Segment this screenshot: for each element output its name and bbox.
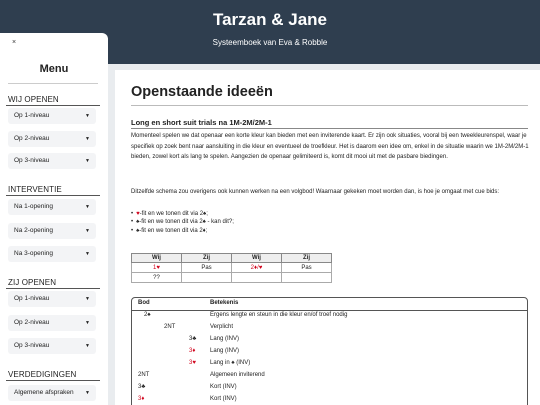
table-row [132,347,527,358]
meaning-cell: Lang in ♠ (INV) [210,360,251,366]
dropdown-label: Op 2-niveau [14,319,50,326]
bullet-text: -fit en we tonen dit via 2♠ - kan dit?; [139,219,234,226]
bid-cell: 3♣ [189,336,197,342]
table-cell: ?? [132,273,182,283]
chevron-down-icon: ▼ [85,390,90,396]
dropdown-zij-op-1[interactable] [8,291,96,307]
chevron-down-icon: ▼ [85,158,90,164]
table-cell: Pas [182,263,232,273]
bid-cell: 2♠ [144,312,151,318]
list-item [131,210,234,218]
dropdown-label: Op 3-niveau [14,157,50,164]
dropdown-zij-op-3[interactable] [8,338,96,354]
chevron-down-icon: ▼ [85,228,90,234]
table-row [132,263,332,273]
chevron-down-icon: ▼ [85,113,90,119]
chevron-down-icon: ▼ [85,251,90,257]
menu-title: Menu [39,63,69,75]
dropdown-na-1-opening[interactable] [8,199,96,215]
main-content [115,70,540,405]
table-row [132,311,527,322]
dropdown-label: Op 1-niveau [14,112,50,119]
bid-meaning-table [131,297,528,405]
dropdown-label: Algemene afspraken [14,389,74,396]
meaning-cell: Kort (INV) [210,384,237,390]
chevron-down-icon: ▼ [85,136,90,142]
column-header: Wij [132,254,182,263]
section-heading: Long en short suit trials na 1M-2M/2M-1 [131,118,272,127]
list-item [131,227,234,235]
divider [131,105,528,106]
paragraph-intro: Momenteel spelen we dat openaar een korte kleur kan bieden met een inviterende kaart. Er zijn ook situaties, vooral bij een tweekleurenspel, waar je specifiek op zoek bent naar aansluiting in die kleur en eventueel de troefkleur. Het is daarom een idee om, enkel in de situatie waarin we 1M-2M/2M-1 bieden, zowel kort als lang te spelen. Aangezien de openaar gelimiteerd is, komt dit mooi uit met de pasbare biedingen. [131,133,529,161]
spade-icon: ♠ [136,227,140,234]
dropdown-wij-op-2[interactable] [8,131,96,147]
bullet-list [131,210,234,235]
dropdown-wij-op-1[interactable] [8,108,96,124]
list-item [131,218,234,226]
column-header-betekenis: Betekenis [210,300,239,306]
table-cell: 1♥ [132,263,182,273]
chevron-down-icon: ▼ [85,320,90,326]
column-header-bod: Bod [138,300,150,306]
dropdown-label: Op 1-niveau [14,295,50,302]
table-row [132,371,527,382]
bid-cell: 2NT [164,324,176,330]
meaning-cell: Kort (INV) [210,396,237,402]
dropdown-label: Na 2-opening [14,227,54,234]
spade-icon: ♠ [136,219,140,226]
site-subtitle: Systeemboek van Eva & Robble [212,38,328,47]
dropdown-label: Na 1-opening [14,203,54,210]
dropdown-label: Na 3-opening [14,250,54,257]
table-row [132,395,527,405]
section-title-verdedigingen: VERDEDIGINGEN [8,370,77,379]
bullet-text: -fit en we tonen dit via 2♠; [139,211,208,217]
page-title: Openstaande ideeën [131,84,273,100]
section-title-interventie: INTERVENTIE [8,185,62,194]
dropdown-wij-op-3[interactable] [8,153,96,169]
section-title-wij-openen: WIJ OPENEN [8,95,59,104]
bid-cell: 3♦ [138,396,145,402]
divider [131,128,528,129]
dropdown-label: Op 3-niveau [14,342,50,349]
meaning-cell: Verplicht [210,324,234,330]
bidding-table [131,253,332,283]
column-header: Zij [182,254,232,263]
meaning-cell: Ergens lengte en steun in die kleur en/of troef nodig [210,312,348,318]
chevron-down-icon: ▼ [85,343,90,349]
table-row [132,335,527,346]
divider [8,83,98,84]
divider [6,380,100,381]
bid-cell: 3♣ [138,384,146,390]
dropdown-label: Op 2-niveau [14,135,50,142]
bid-cell: 3♥ [189,360,196,366]
meaning-cell: Lang (INV) [210,348,240,354]
dropdown-zij-op-2[interactable] [8,315,96,331]
meaning-cell: Lang (INV) [210,336,240,342]
meaning-cell: Algemeen inviterend [210,372,265,378]
column-header: Zij [282,254,332,263]
column-header: Wij [232,254,282,263]
table-cell [282,273,332,283]
divider [6,195,100,196]
bid-cell: 2NT [138,372,150,378]
bid-cell: 3♦ [189,348,196,354]
divider [6,105,100,106]
table-cell [182,273,232,283]
table-row [132,273,332,283]
heart-icon: ♥ [136,211,140,217]
table-cell: 2♦/♥ [232,263,282,273]
bullet-text: -fit en we tonen dit via 2♦; [139,227,208,234]
table-cell [232,273,282,283]
site-title: Tarzan & Jane [212,10,327,29]
dropdown-na-3-opening[interactable] [8,246,96,262]
table-row [132,383,527,394]
section-title-zij-openen: ZIJ OPENEN [8,278,57,287]
sidebar-menu [0,33,108,405]
divider [6,288,100,289]
dropdown-algemene-afspraken[interactable] [8,385,96,401]
table-row [132,359,527,370]
chevron-down-icon: ▼ [85,204,90,210]
table-row [132,323,527,334]
paragraph-cue-bids: Ditzelfde schema zou overigens ook kunnen werken na een volgbod! Waarnaar gekeken moet worden dan, is hoe je omgaat met cue bids: [131,189,499,195]
close-icon[interactable]: × [12,39,17,46]
table-header-row [132,254,332,263]
table-cell: Pas [282,263,332,273]
dropdown-na-2-opening[interactable] [8,223,96,239]
chevron-down-icon: ▼ [85,296,90,302]
